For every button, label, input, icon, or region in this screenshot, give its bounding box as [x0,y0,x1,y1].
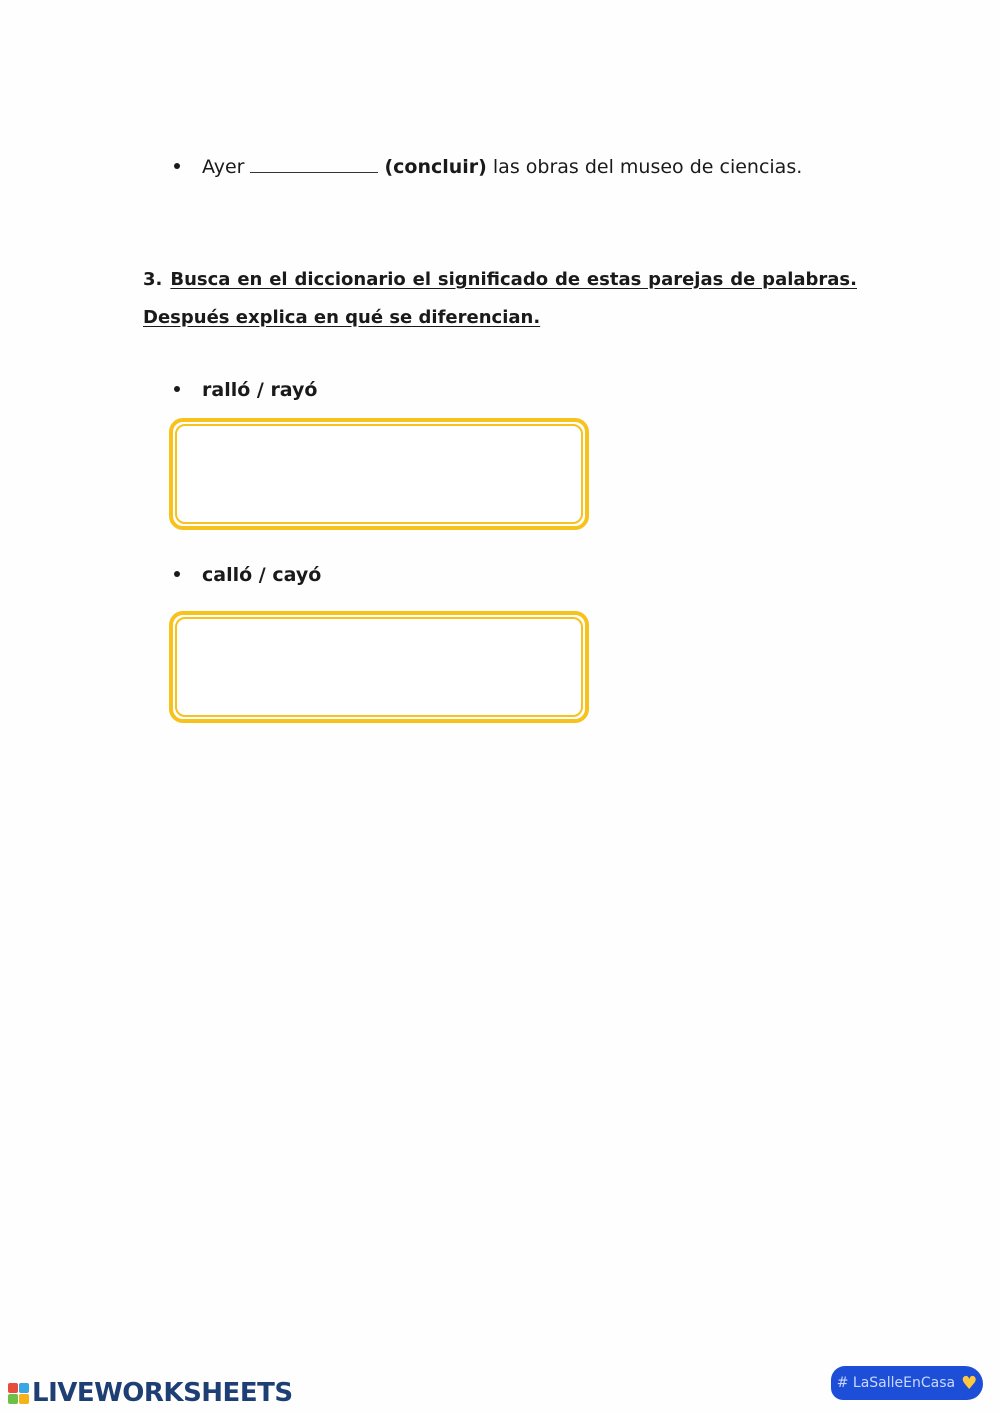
question-line-2: Después explica en qué se diferencian. [143,307,541,328]
sentence-concluir [174,156,802,178]
badge-text: # LaSalleEnCasa [836,1375,956,1391]
answer-field-1[interactable] [183,432,575,516]
bullet-icon [174,386,180,392]
sentence-prefix: Ayer [202,156,245,178]
heading-line-1 [143,261,857,299]
logo-square-red [8,1383,18,1393]
verb-hint: (concluir) [384,156,487,178]
question-3-heading [143,261,857,337]
answer-box-2[interactable] [169,611,589,723]
bullet-icon [174,571,180,577]
pair-2-text: calló / cayó [202,564,322,586]
question-number: 3. [143,269,163,290]
heart-icon: ♥ [961,1372,978,1394]
brand-text: LIVEWORKSHEETS [32,1378,293,1408]
answer-box-1[interactable] [169,418,589,530]
pair-1-label [174,379,317,401]
blank-line[interactable] [250,158,378,173]
sentence-suffix: las obras del museo de ciencias. [492,156,803,178]
answer-field-2[interactable] [183,625,575,709]
liveworksheets-logo[interactable] [8,1378,293,1408]
logo-square-green [8,1394,18,1404]
pair-2-label [174,564,321,586]
question-line-1: Busca en el diccionario el significado de estas parejas de palabras. [170,269,857,290]
logo-square-yellow [19,1394,29,1404]
logo-grid-icon [8,1383,29,1404]
bullet-icon [174,163,180,169]
lasalle-badge [831,1366,983,1400]
heading-line-2 [143,299,857,337]
logo-square-blue [19,1383,29,1393]
pair-1-text: ralló / rayó [202,379,318,401]
